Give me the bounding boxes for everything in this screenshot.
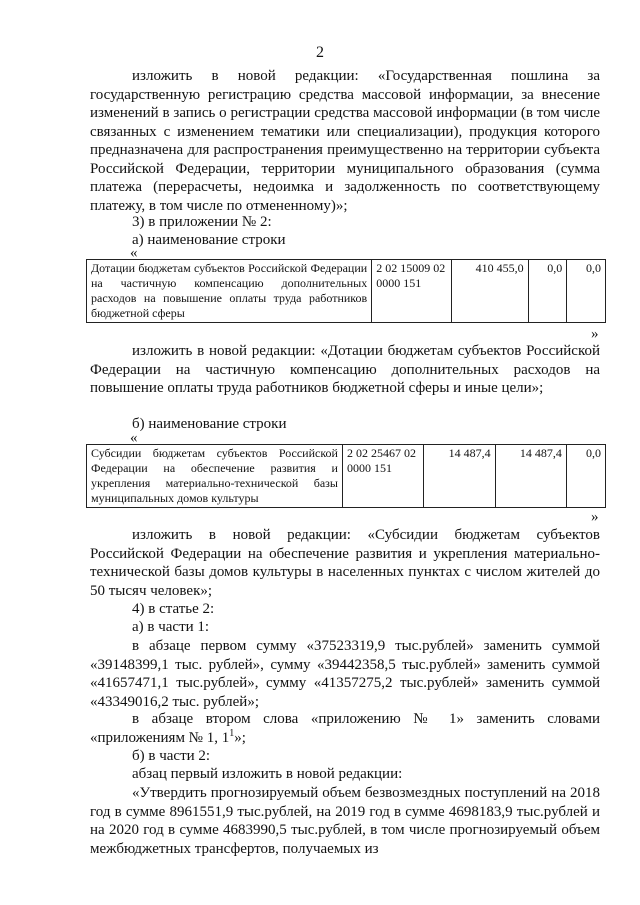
open-quote-2: «: [130, 430, 138, 446]
open-quote-1: «: [130, 245, 138, 261]
superscript-one: 1: [229, 727, 235, 739]
table-cell-value-3: 0,0: [567, 260, 606, 323]
table-row-subsidy-grants: [86, 259, 606, 323]
table-row: [87, 445, 606, 508]
paragraph-culture-new-edition: изложить в новой редакции: «Субсидии бюджетам субъектов Российской Федерации на обеспечение развития и укрепления материально-технической базы домов культуры в населенных пунктах с числом жителей до 50 тысяч человек»;: [90, 527, 600, 599]
table-cell-code: 2 02 25467 02 0000 151: [342, 445, 423, 508]
table-cell-code: 2 02 15009 02 0000 151: [372, 260, 452, 323]
paragraph-sum-replacements: в абзаце первом сумму «37523319,9 тыс.рублей» заменить суммой «39148399,1 тыс. рублей», сумму «39442358,5 тыс.рублей» заменить суммой «41657471,1 тыс.рублей», сумму «41357275,2 тыс.рублей» заменить суммой «43349016,2 тыс. рублей»;: [90, 638, 600, 710]
table-row: [87, 260, 606, 323]
item-a-row-name: а) наименование строки: [132, 232, 286, 248]
item-appendix-2: 3) в приложении № 2:: [132, 214, 272, 230]
paragraph-approve-revenue: «Утвердить прогнозируемый объем безвозмездных поступлений на 2018 год в сумме 8961551,9 тыс.рублей, на 2019 год в сумме 4698183,9 тыс.рублей и на 2020 год в сумме 4683990,5 тыс.рублей, в том числе прогнозируемый объем межбюджетных трансфертов, получаемых из: [90, 785, 600, 857]
paragraph-appendix-words: [90, 710, 600, 747]
close-quote-1: »: [591, 326, 599, 342]
item-part-2: б) в части 2:: [132, 748, 211, 764]
paragraph-state-duty: изложить в новой редакции: «Государственная пошлина за государственную регистрацию средства массовой информации, за внесение изменений в запись о регистрации средства массовой информации (в том числе связанных с изменением тематики или специализации), продукция которого предназначена для распространения преимущественно на территории субъекта Российской Федерации, территории муниципального образования (сумма платежа (перерасчеты, недоимка и задолженность по соответствующему платежу, в том числе по отмененному)»;: [90, 68, 600, 214]
table-row-culture-subsidies: [86, 444, 606, 508]
table-cell-description: Субсидии бюджетам субъектов Российской Федерации на обеспечение развития и укрепления материально-технической базы муниципальных домов культуры: [87, 445, 343, 508]
table-cell-value-1: 14 487,4: [424, 445, 495, 508]
table-cell-value-2: 0,0: [528, 260, 567, 323]
item-part-1: а) в части 1:: [132, 619, 210, 635]
paragraph-grants-new-edition: изложить в новой редакции: «Дотации бюджетам субъектов Российской Федерации на частичную компенсацию дополнительных расходов на повышение оплаты труда работников бюджетной сферы и иные цели»;: [90, 343, 600, 396]
item-article-2: 4) в статье 2:: [132, 601, 215, 617]
appendix-words-end: »;: [234, 729, 246, 746]
close-quote-2: »: [591, 509, 599, 525]
table-cell-value-2: 14 487,4: [495, 445, 566, 508]
page-number: 2: [316, 44, 324, 61]
table-cell-description: Дотации бюджетам субъектов Российской Федерации на частичную компенсацию дополнительных расходов на повышение оплаты труда работников бюджетной сферы: [87, 260, 372, 323]
table-cell-value-1: 410 455,0: [452, 260, 528, 323]
item-first-paragraph: абзац первый изложить в новой редакции:: [132, 766, 403, 782]
item-b-row-name: б) наименование строки: [132, 416, 287, 432]
table-cell-value-3: 0,0: [566, 445, 605, 508]
appendix-words-text: в абзаце втором слова «приложению № 1» заменить словами «приложениям № 1, 1: [90, 711, 600, 746]
